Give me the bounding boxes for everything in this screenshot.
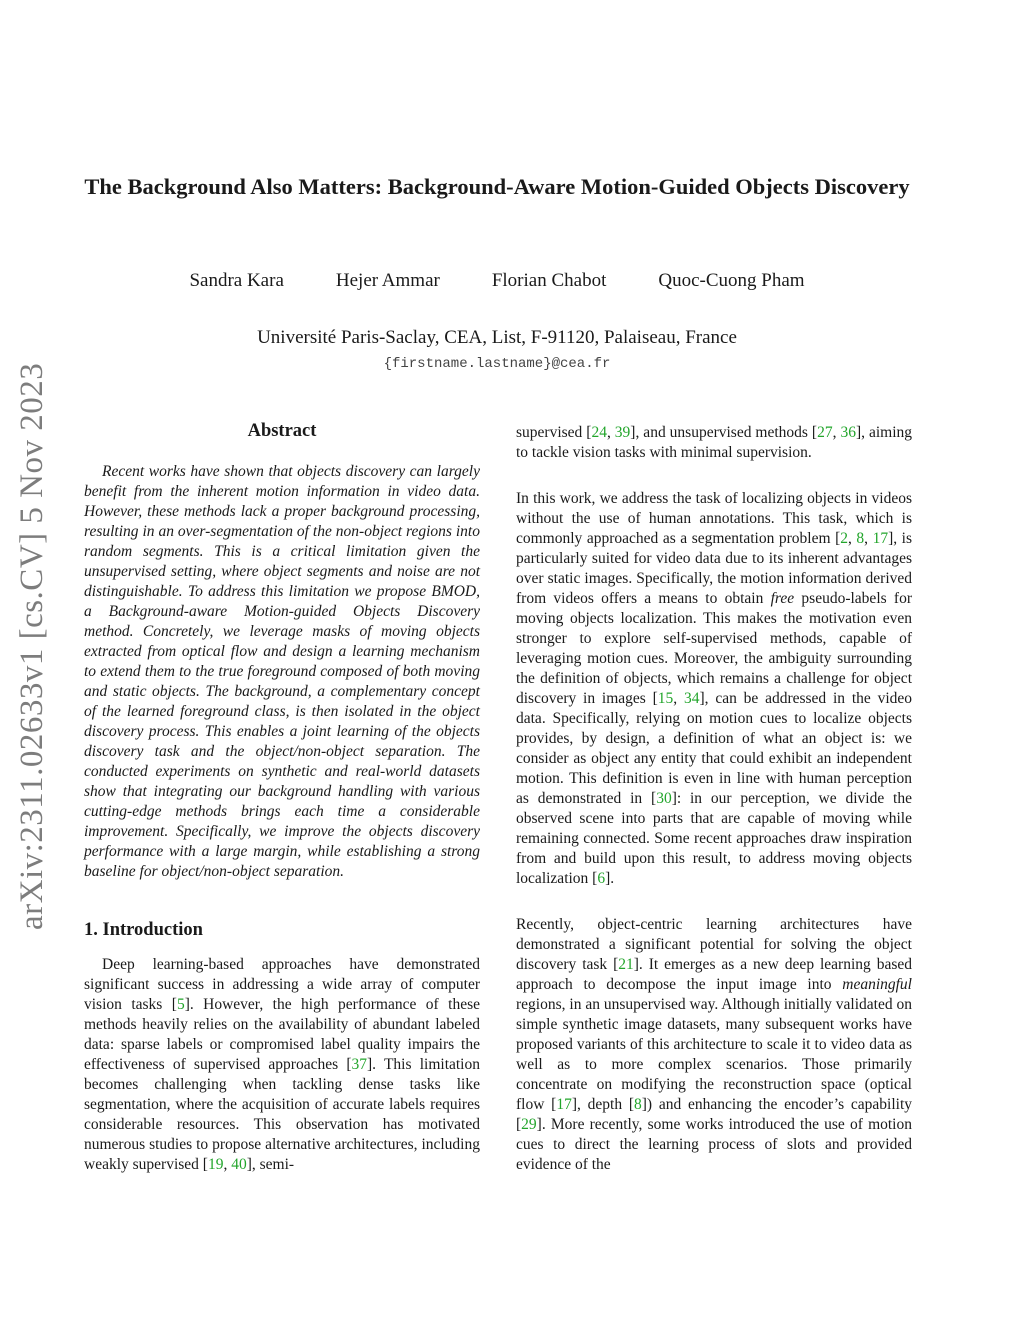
citation-link[interactable]: 8 — [856, 530, 865, 547]
citation-link[interactable]: 5 — [176, 996, 185, 1013]
citation-link[interactable]: 21 — [618, 956, 634, 973]
abstract-heading: Abstract — [247, 421, 317, 441]
author-name: Sandra Kara — [189, 270, 284, 291]
citation-link[interactable]: 17 — [556, 1096, 572, 1113]
intro-paragraph-1-continued: supervised [24, 39], and unsupervised methods [27, 36], aiming to tackle vision tasks with minimal supervision. — [516, 424, 913, 461]
right-column — [516, 423, 912, 1175]
affiliation: Université Paris-Saclay, CEA, List, F-91120, Palaiseau, France — [257, 327, 737, 348]
citation-link[interactable]: 27 — [817, 424, 833, 441]
arxiv-identifier: arXiv:2311.02633v1 [cs.CV] 5 Nov 2023 — [14, 362, 50, 930]
intro-paragraph-2: In this work, we address the task of localizing objects in videos without the use of human annotations. This task, which is commonly approached as a segmentation problem [2, 8, 17], is particularly suited for video data due to its inherent advantages over static images. Specifically, the motion information derived from videos offers a means to obtain free pseudo-labels for moving objects localization. This makes the motivation even stronger to explore self-supervised methods, capable of leveraging motion cues. Moreover, the ambiguity surrounding the definition of objects, which remains a challenge for object discovery in images [15, 34], can be addressed in the video data. Specifically, relying on motion cues to localize objects provides, by design, a definition of what an object is: we consider as object any entity that could exhibit an independent motion. This definition is even in line with human perception as demonstrated in [30]: in our perception, we divide the observed scene into parts that are capable of moving while remaining connected. Some recent approaches draw inspiration from and build upon this result, to address moving objects localization [6]. — [516, 490, 913, 887]
citation-link[interactable]: 24 — [591, 424, 607, 441]
citation-link[interactable]: 40 — [231, 1156, 247, 1173]
citation-link[interactable]: 8 — [634, 1096, 642, 1113]
paper-title: The Background Also Matters: Background-Aware Motion-Guided Objects Discovery — [84, 174, 910, 199]
citation-link[interactable]: 17 — [872, 530, 889, 547]
left-column — [84, 420, 480, 1175]
citation-link[interactable]: 39 — [614, 424, 631, 441]
citation-link[interactable]: 37 — [351, 1056, 367, 1073]
intro-paragraph-1: Deep learning-based approaches have demonstrated significant success in addressing a wide array of computer vision tasks [5]. However, the high performance of these methods heavily relies on the availability of abundant labeled data: sparse labels or compromised label quality impairs the effectiveness of supervised approaches [37]. This limitation becomes challenging when tackling dense tasks like segmentation, where the acquisition of accurate labels requires considerable resources. This observation has motivated numerous studies to propose alternative architectures, including weakly supervised [19, 40], semi- — [84, 956, 480, 1173]
citation-link[interactable]: 36 — [840, 424, 856, 441]
author-email: {firstname.lastname}@cea.fr — [383, 356, 611, 372]
intro-paragraph-3: Recently, object-centric learning architectures have demonstrated a significant potential for solving the object discovery task [21]. It emerges as a new deep learning based approach to decompose the input image into meaningful regions, in an unsupervised way. Although initially validated on simple synthetic image datasets, many subsequent works have proposed variants of this architecture to scale it to video data as well as to more complex scenarios. Those primarily concentrate on modifying the reconstruction space (optical flow [17], depth [8]) and enhancing the encoder’s capability [29]. More recently, some works introduced the use of motion cues to direct the learning process of slots and provided evidence of the — [516, 916, 912, 1173]
citation-link[interactable]: 19 — [207, 1156, 224, 1173]
author-name: Florian Chabot — [491, 270, 607, 291]
introduction-heading: 1. Introduction — [84, 920, 203, 940]
citation-link[interactable]: 29 — [521, 1116, 537, 1133]
citation-link[interactable]: 15 — [657, 690, 674, 707]
citation-link[interactable]: 2 — [840, 530, 848, 547]
citation-link[interactable]: 6 — [597, 870, 606, 887]
citation-link[interactable]: 30 — [656, 790, 672, 807]
author-name: Quoc-Cuong Pham — [658, 270, 805, 291]
author-list — [80, 270, 914, 292]
citation-link[interactable]: 34 — [683, 690, 700, 707]
abstract-text: Recent works have shown that objects discovery can largely benefit from the inherent motion information in video data. However, these methods lack a proper background processing, resulting in an over-segmentation of the non-object regions into random segments. This is a critical limitation given the unsupervised setting, where object segments and noise are not distinguishable. To address this limitation we propose BMOD, a Background-aware Motion-guided Objects Discovery method. Concretely, we leverage masks of moving objects extracted from optical flow and design a learning mechanism to extend them to the true foreground composed of both moving and static objects. The background, a complementary concept of the learned foreground class, is then isolated in the object discovery process. This enables a joint learning of the objects discovery task and the object/non-object separation. The conducted experiments on synthetic and real-world datasets show that integrating our background handling with various cutting-edge methods brings each time a considerable improvement. Specifically, we improve the objects discovery performance with a large margin, while establishing a strong baseline for object/non-object separation. — [84, 463, 480, 880]
author-name: Hejer Ammar — [335, 270, 440, 291]
